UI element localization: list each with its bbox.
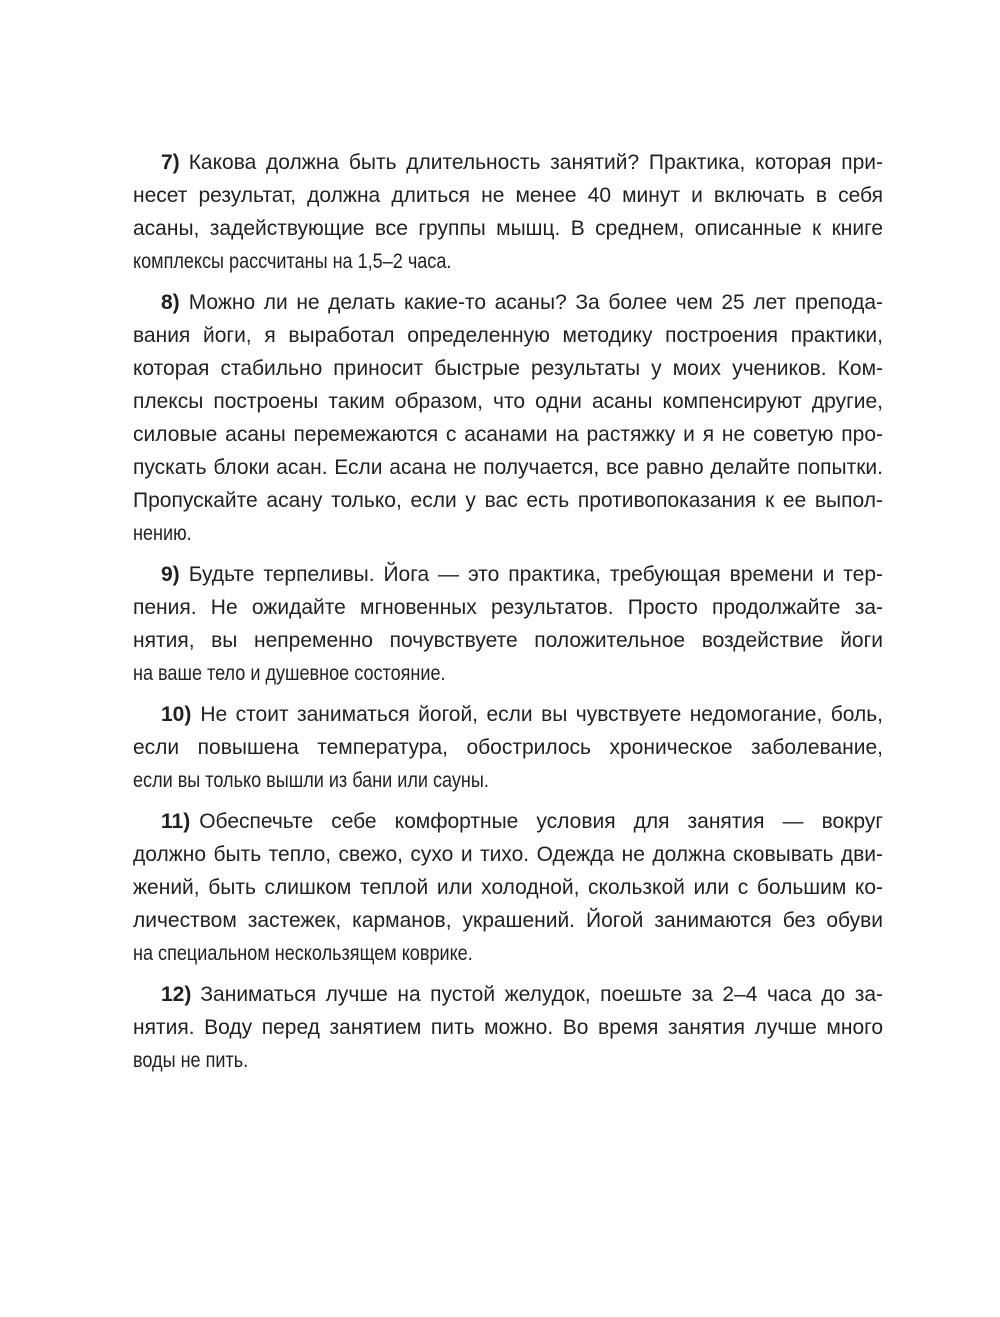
item-number: 11) <box>161 810 191 833</box>
text-line: на специальном нескользящем коврике. <box>133 942 473 965</box>
item-number: 9) <box>161 563 180 586</box>
paragraph-10 <box>133 698 883 797</box>
text-line: если повышена температура, обострилось хроническое заболевание, <box>133 736 883 759</box>
text-line: пускать блоки асан. Если асана не получается, все равно делайте попытки. <box>133 456 883 479</box>
text-line: которая стабильно приносит быстрые результаты у моих учеников. Ком- <box>133 357 883 380</box>
paragraph-11 <box>133 805 883 970</box>
paragraph-7 <box>133 146 883 278</box>
text-line: воды не пить. <box>133 1049 249 1072</box>
text-line: на ваше тело и душевное состояние. <box>133 662 446 685</box>
item-number: 10) <box>161 703 192 726</box>
text-line: 8) Можно ли не делать какие-то асаны? За более чем 25 лет препода- <box>161 291 883 314</box>
document-page <box>133 146 883 1085</box>
text-line: 11) Обеспечьте себе комфортные условия для занятия — вокруг <box>161 810 883 833</box>
text-line: Пропускайте асану только, если у вас есть противопоказания к ее выпол- <box>133 489 883 512</box>
text-line: комплексы рассчитаны на 1,5–2 часа. <box>133 250 452 273</box>
text-line: 9) Будьте терпеливы. Йога — это практика, требующая времени и тер- <box>161 563 883 586</box>
text-line: нению. <box>133 522 192 545</box>
paragraph-9 <box>133 558 883 690</box>
text-line: вания йоги, я выработал определенную методику построения практики, <box>133 324 883 347</box>
text-line: должно быть тепло, свежо, сухо и тихо. Одежда не должна сковывать дви- <box>133 843 883 866</box>
item-number: 7) <box>161 151 180 174</box>
text-line: 10) Не стоит заниматься йогой, если вы чувствуете недомогание, боль, <box>161 703 883 726</box>
text-line: жений, быть слишком теплой или холодной, скользкой или с большим ко- <box>133 876 883 899</box>
text-line: асаны, задействующие все группы мышц. В среднем, описанные к книге <box>133 217 883 240</box>
paragraph-12 <box>133 978 883 1077</box>
text-line: 7) Какова должна быть длительность занятий? Практика, которая при- <box>161 151 883 174</box>
text-line: нятия, вы непременно почувствуете положительное воздействие йоги <box>133 629 883 652</box>
text-line: несет результат, должна длиться не менее 40 минут и включать в себя <box>133 184 883 207</box>
text-line: если вы только вышли из бани или сауны. <box>133 769 489 792</box>
text-line: нятия. Воду перед занятием пить можно. Во время занятия лучше много <box>133 1016 883 1039</box>
text-line: 12) Заниматься лучше на пустой желудок, поешьте за 2–4 часа до за- <box>161 983 883 1006</box>
text-line: плексы построены таким образом, что одни асаны компенсируют другие, <box>133 390 883 413</box>
text-line: силовые асаны перемежаются с асанами на растяжку и я не советую про- <box>133 423 883 446</box>
item-number: 12) <box>161 983 192 1006</box>
paragraph-8 <box>133 286 883 550</box>
item-number: 8) <box>161 291 180 314</box>
text-line: пения. Не ожидайте мгновенных результатов. Просто продолжайте за- <box>133 596 883 619</box>
text-line: личеством застежек, карманов, украшений. Йогой занимаются без обуви <box>133 909 883 932</box>
